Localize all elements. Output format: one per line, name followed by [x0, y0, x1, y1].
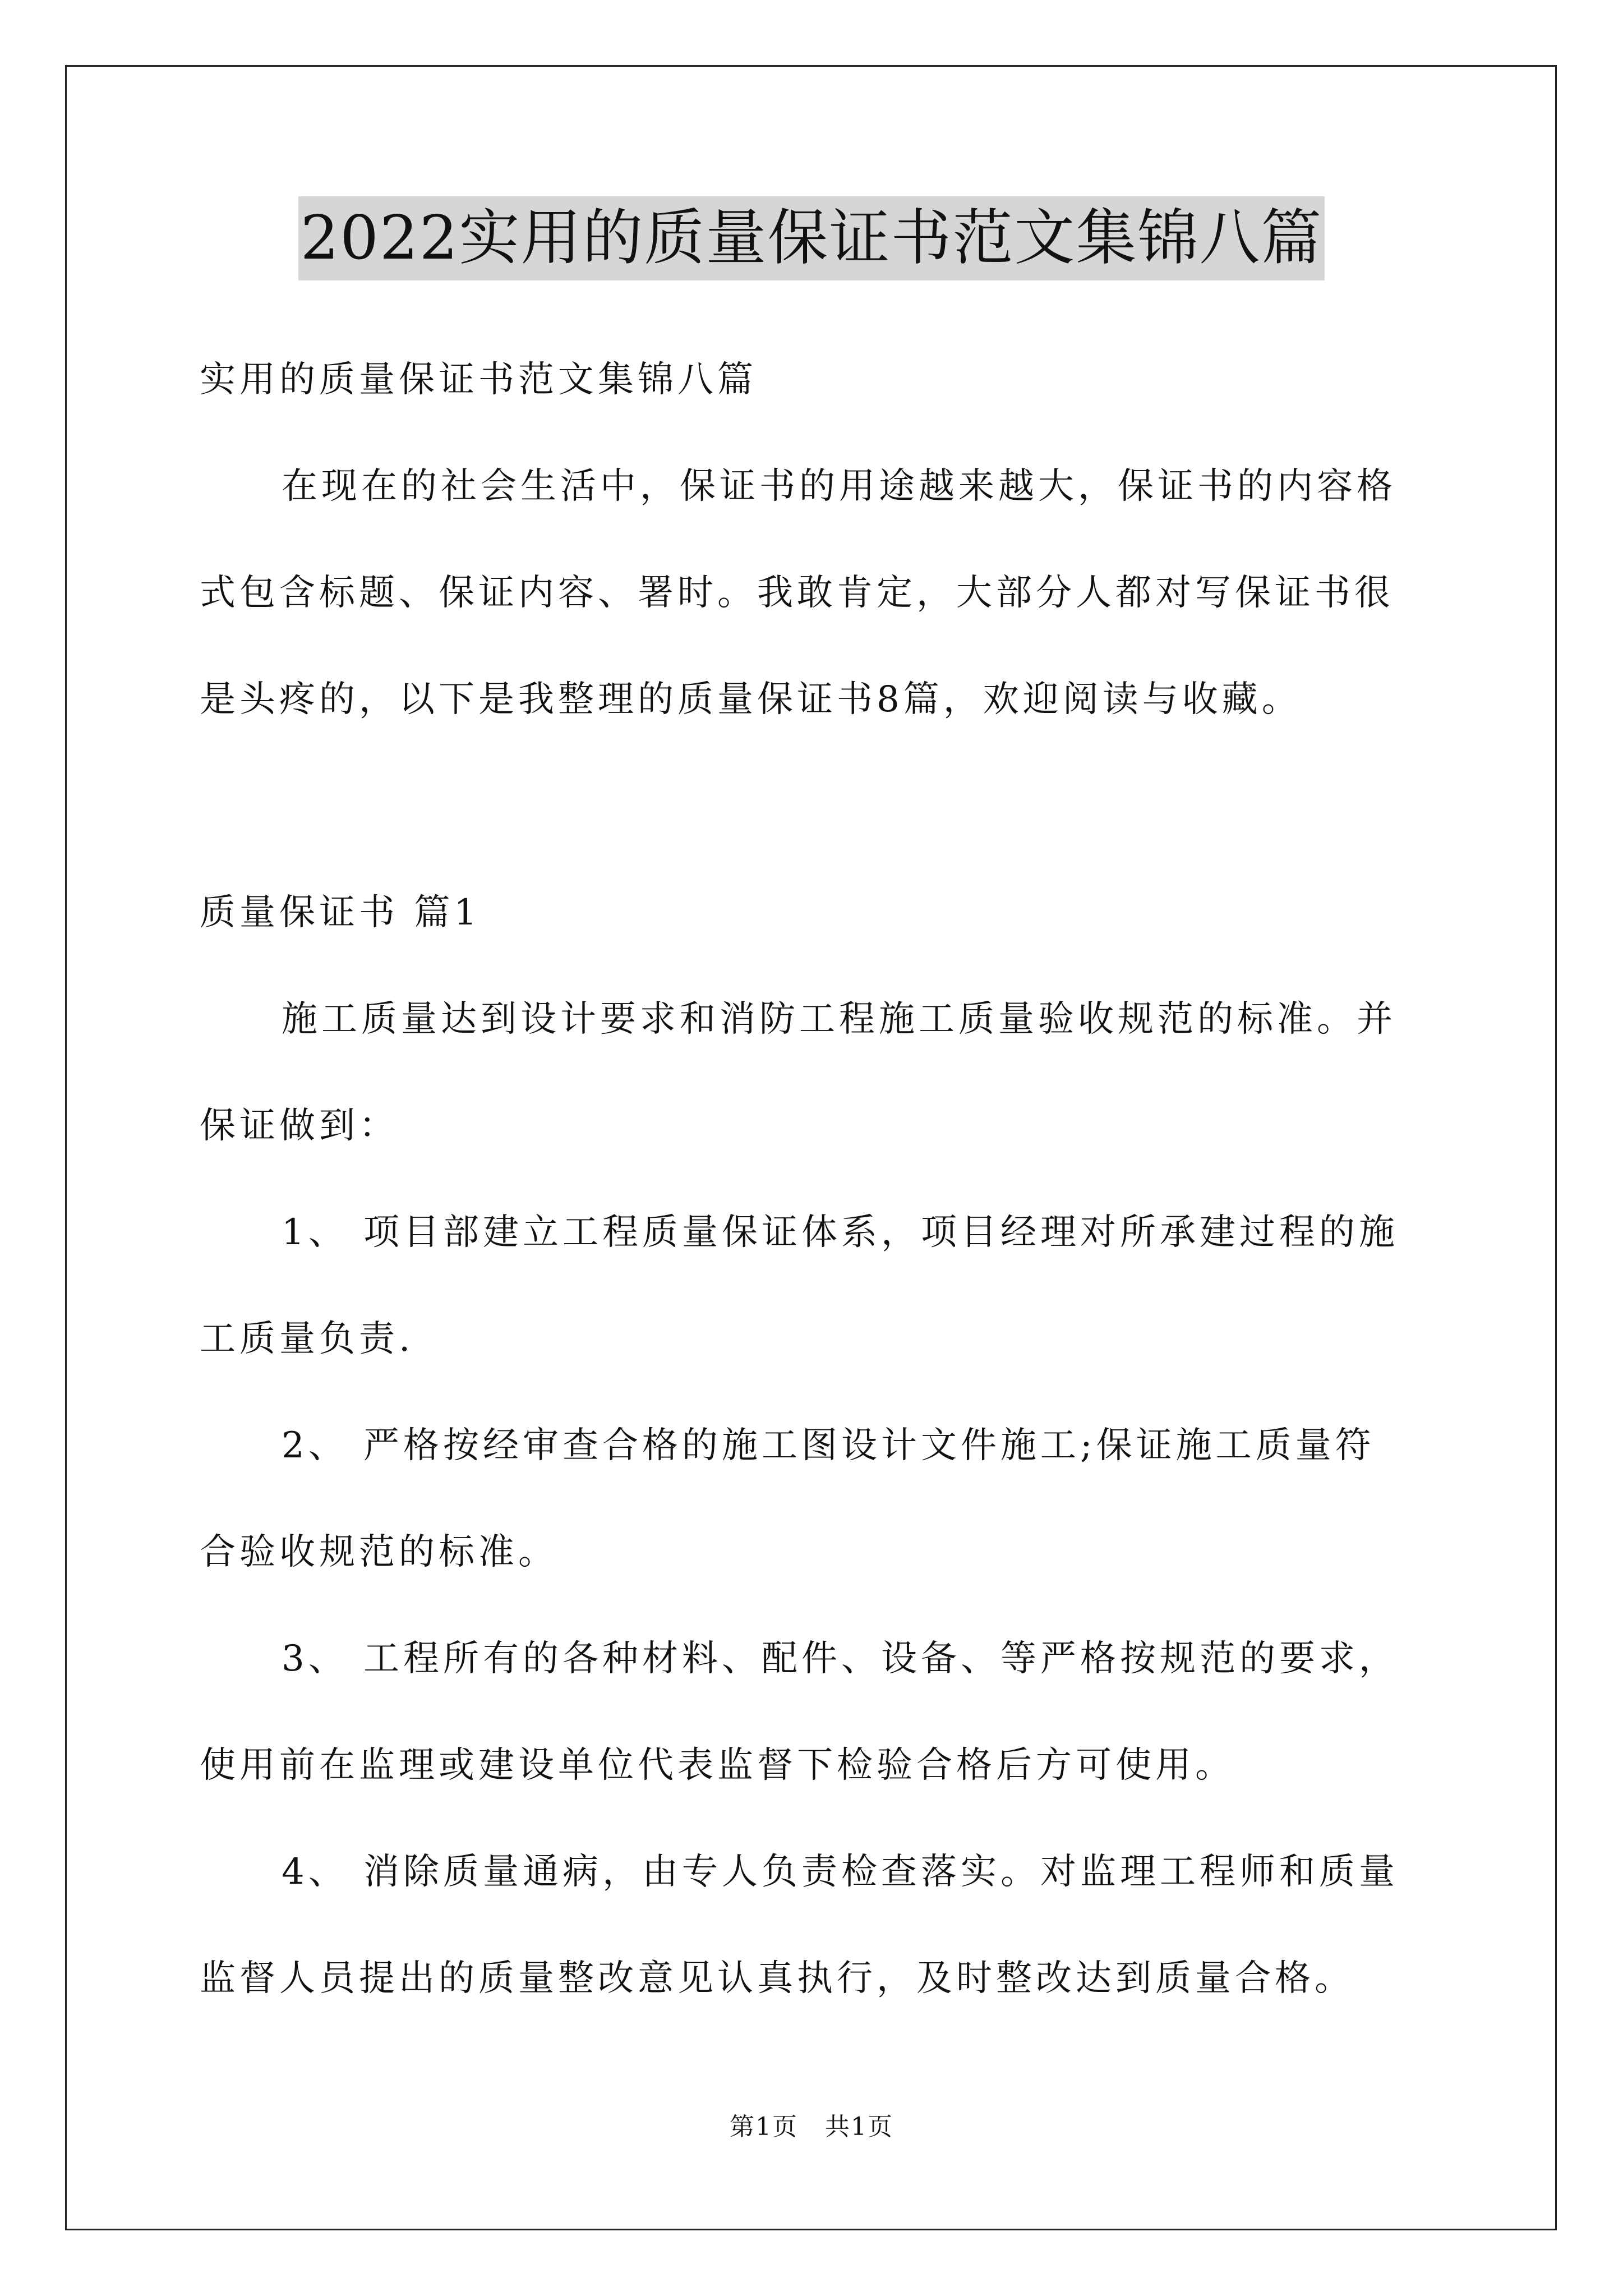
intro-line: 式包含标题、保证内容、署时。我敢肯定，大部分人都对写保证书很: [200, 572, 1394, 614]
list-item-line: 监督人员提出的质量整改意见认真执行，及时整改达到质量合格。: [200, 1958, 1354, 1999]
section-intro-line: 保证做到：: [200, 1105, 399, 1147]
page-number-total: 共1页: [825, 2113, 893, 2141]
section-heading: 质量保证书 篇1: [200, 892, 481, 933]
list-item-line: 3、 工程所有的各种材料、配件、设备、等严格按规范的要求，: [282, 1638, 1399, 1680]
document-title: [0, 196, 1623, 280]
section-intro-line: 施工质量达到设计要求和消防工程施工质量验收规范的标准。并: [282, 999, 1396, 1040]
document-title-text: 2022实用的质量保证书范文集锦八篇: [298, 196, 1325, 280]
page-number-current: 第1页: [730, 2113, 798, 2141]
list-item-line: 4、 消除质量通病，由专人负责检查落实。对监理工程师和质量: [282, 1851, 1399, 1893]
list-item-line: 使用前在监理或建设单位代表监督下检验合格后方可使用。: [200, 1745, 1235, 1786]
page-footer: [0, 2110, 1623, 2144]
list-item-line: 工质量负责.: [200, 1318, 414, 1360]
list-item-line: 1、 项目部建立工程质量保证体系，项目经理对所承建过程的施: [282, 1212, 1399, 1253]
intro-line: 是头疼的，以下是我整理的质量保证书8篇，欢迎阅读与收藏。: [200, 679, 1302, 720]
list-item-line: 合验收规范的标准。: [200, 1531, 558, 1573]
document-subtitle: 实用的质量保证书范文集锦八篇: [200, 359, 757, 401]
intro-line: 在现在的社会生活中，保证书的用途越来越大，保证书的内容格: [282, 466, 1396, 507]
list-item-line: 2、 严格按经审查合格的施工图设计文件施工;保证施工质量符: [282, 1425, 1375, 1466]
